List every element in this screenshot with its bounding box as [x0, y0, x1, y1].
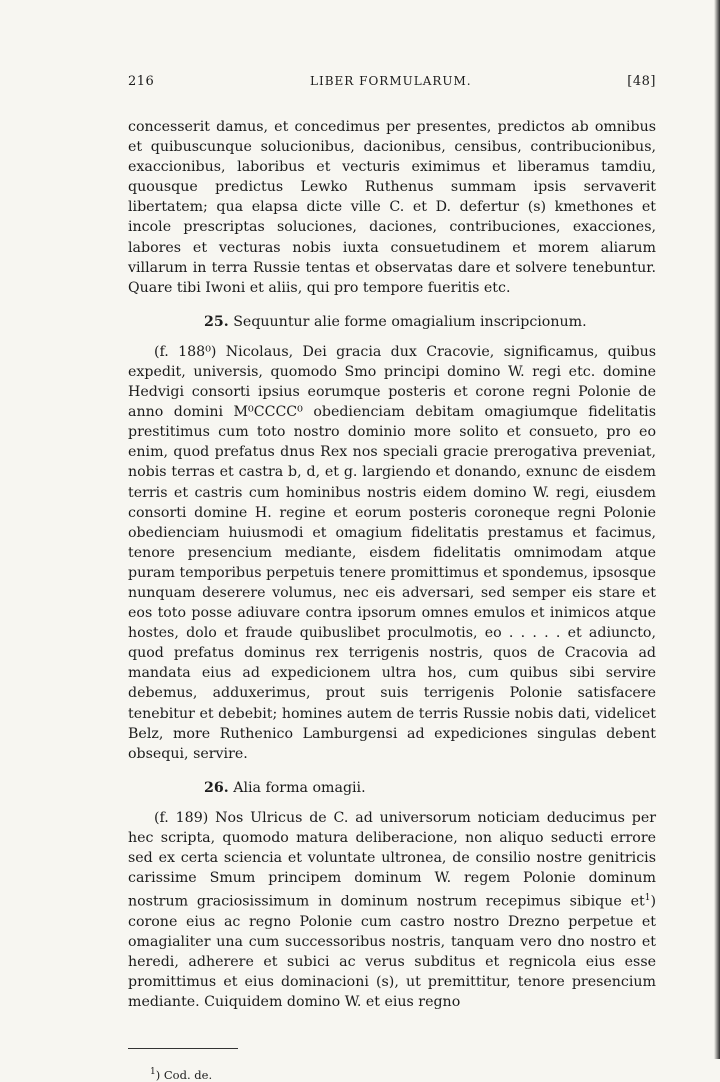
- footnote-mark: 1: [150, 1067, 156, 1078]
- section-26-body: [128, 808, 656, 1013]
- page-number: 216: [128, 74, 155, 89]
- intro-paragraph: concesserit damus, et concedimus per presentes, predictos ab omnibus et quibuscunque solucionibus, dacionibus, censibus, contribucionibus, exaccionibus, laboribus et vecturis eximimus et liberamus tamdiu, quousque predictus Lewko Ruthenus summam ipsis servaverit libertatem; qua elapsa dicte ville C. et D. defertur (s) kmethones et incole prescriptas soluciones, daciones, contribuciones, exacciones, labores et vecturas nobis iuxta consuetudinem et morem aliarum villarum in terra Russie tentas et observatas dare et solvere tenebuntur. Quare tibi Iwoni et aliis, qui pro tempore fueritis etc.: [128, 119, 656, 296]
- page-edge-shadow: [714, 0, 720, 1059]
- section-25-heading: [128, 312, 656, 332]
- book-page: [128, 74, 656, 1082]
- section-26-heading: [128, 778, 656, 798]
- section-26-number: 26.: [204, 779, 229, 796]
- footnote-reference: 1: [644, 893, 651, 904]
- section-25-body: (f. 188⁰) Nicolaus, Dei gracia dux Cracovie, significamus, quibus expedit, universis, quomodo Smo principi domino W. regi etc. domine Hedvigi consorti ipsius eorumque posteris et corone regni Polonie de anno domini M⁰CCCC⁰ obedienciam debitam omagiumque fidelitatis prestitimus cum toto nostro dominio more solito et consueto, pro eo enim, quod prefatus dnus Rex nos speciali gracie prerogativa preveniat, nobis terras et castra b, d, et g. largiendo et donando, exnunc de eisdem terris et castris cum hominibus nostris eidem domino W. regi, eiusdem consorti domine H. regine et eorum posteris coroneque regni Polonie obedienciam huiusmodi et omagium fidelitatis prestamus et facimus, tenore presencium mediante, eisdem fidelitatis omnimodam atque puram temporibus perpetuis tenere promittimus et spondemus, ipsosque nunquam deserere volumus, nec eis adversari, sed semper eis stare et eos toto posse adiuvare contra ipsorum omnes emulos et inimicos atque hostes, dolo et fraude quibuslibet proculmotis, eo . . . . . et adiuncto, quod prefatus dominus rex terrigenis nostris, quos de Cracovia ad mandata eius ad expedicionem ultra hos, cum quibus sibi servire debemus, adduxerimus, prout suis terrigenis Polonie satisfacere tenebitur et debebit; homines autem de terris Russie nobis dati, videlicet Belz, more Ruthenico Lamburgensi ad expediciones singulas debent obsequi, servire.: [128, 343, 656, 762]
- running-title: LIBER FORMULARUM.: [310, 74, 472, 88]
- section-25-title: Sequuntur alie forme omagialium inscripcionum.: [233, 313, 587, 330]
- section-26-text-part2: ) corone eius ac regno Polonie cum castro nostro Drezno perpetue et omagialiter una cum successoribus nostris, tanquam vero dno nostro et heredi, adherere et subici ac verus subditus et regnicola eius esse promittimus et eius dominacioni (s), ut premittitur, tenore presencium mediante. Cuiquidem domino W. et eius regno: [128, 893, 656, 1011]
- footnote: [128, 1067, 656, 1082]
- section-26-title: Alia forma omagii.: [233, 779, 366, 796]
- running-header: [128, 74, 656, 89]
- footnote-divider: [128, 1048, 238, 1049]
- section-25-number: 25.: [204, 313, 229, 330]
- footnote-text: ) Cod. de.: [155, 1068, 213, 1082]
- section-26-text-part1: (f. 189) Nos Ulricus de C. ad universorum noticiam deducimus per hec scripta, quomodo matura deliberacione, non aliquo seducti errore sed ex certa sciencia et voluntate ultronea, de consilio nostre genitricis carissime Smum principem dominum W. regem Polonie dominum nostrum graciosissimum in dominum nostrum recepimus sibique et: [128, 809, 656, 910]
- folio-number: [48]: [627, 74, 656, 89]
